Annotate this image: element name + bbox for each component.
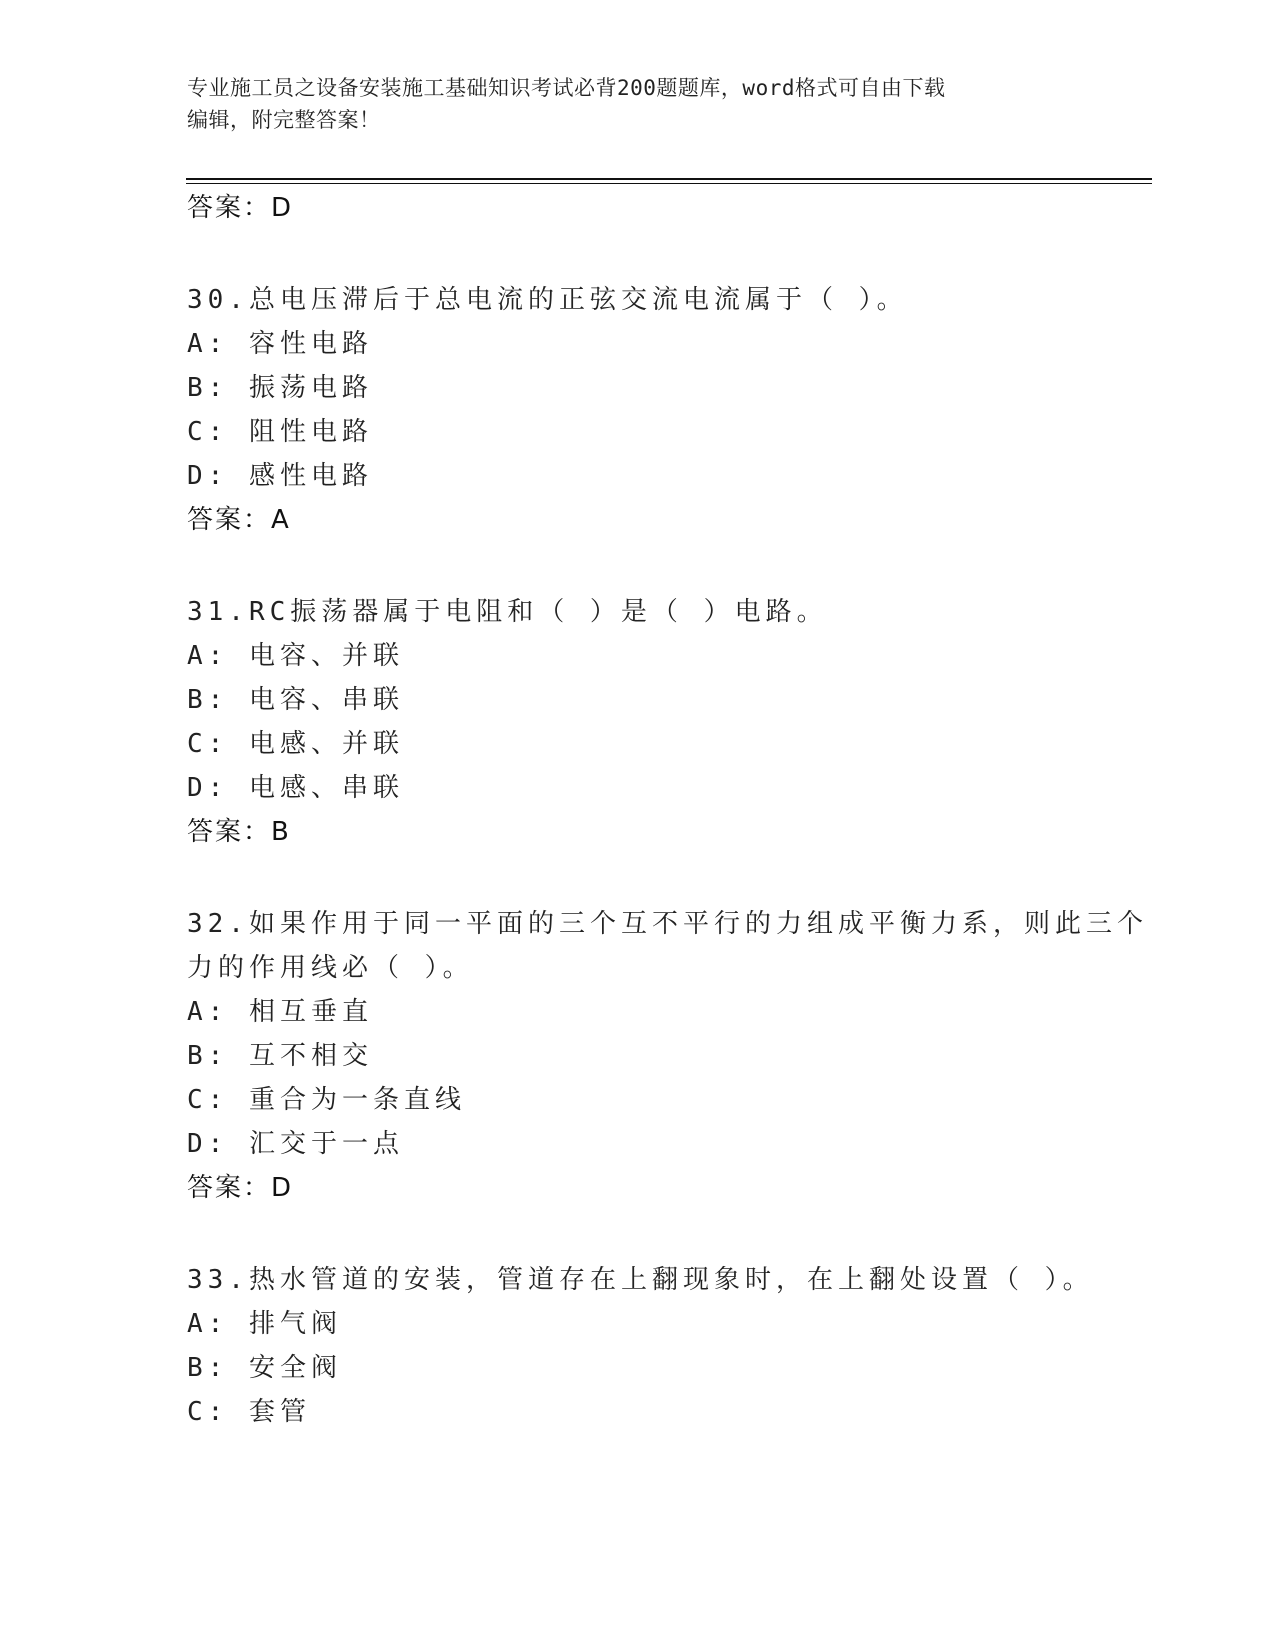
- question-30-option-c: C: 阻性电路: [187, 417, 373, 447]
- question-31-text: 31.RC振荡器属于电阻和（ ）是（ ）电路。: [187, 597, 828, 627]
- header-rule-thick: [186, 178, 1152, 180]
- document-header: [187, 72, 1067, 136]
- question-32-option-d: D: 汇交于一点: [187, 1129, 404, 1159]
- answer-31: 答案：B: [187, 817, 291, 847]
- question-30-option-b: B: 振荡电路: [187, 373, 373, 403]
- answer-32: 答案：D: [187, 1173, 294, 1203]
- header-line-2: 编辑，附完整答案！: [187, 108, 381, 132]
- question-30-option-d: D: 感性电路: [187, 461, 373, 491]
- question-33-option-a: A: 排气阀: [187, 1309, 342, 1339]
- question-33-option-c: C: 套管: [187, 1397, 311, 1427]
- question-32-option-a: A: 相互垂直: [187, 997, 373, 1027]
- question-33-text: 33.热水管道的安装，管道存在上翻现象时，在上翻处设置（ ）。: [187, 1265, 1094, 1295]
- answer-30: 答案：A: [187, 505, 291, 535]
- header-line-1: 专业施工员之设备安装施工基础知识考试必背200题题库，word格式可自由下载: [187, 76, 946, 100]
- answer-29: 答案：D: [187, 193, 294, 223]
- header-rule-thin: [186, 183, 1152, 184]
- question-32-text-line-1: 32.如果作用于同一平面的三个互不平行的力组成平衡力系，则此三个: [187, 909, 1148, 939]
- question-33-option-b: B: 安全阀: [187, 1353, 342, 1383]
- question-32-text-line-2: 力的作用线必（ ）。: [187, 953, 474, 983]
- question-30-text: 30.总电压滞后于总电流的正弦交流电流属于（ ）。: [187, 285, 908, 315]
- question-31-option-b: B: 电容、串联: [187, 685, 404, 715]
- question-31-option-a: A: 电容、并联: [187, 641, 404, 671]
- question-32-option-c: C: 重合为一条直线: [187, 1085, 466, 1115]
- question-31-option-c: C: 电感、并联: [187, 729, 404, 759]
- question-30-option-a: A: 容性电路: [187, 329, 373, 359]
- question-31-option-d: D: 电感、串联: [187, 773, 404, 803]
- question-32-option-b: B: 互不相交: [187, 1041, 373, 1071]
